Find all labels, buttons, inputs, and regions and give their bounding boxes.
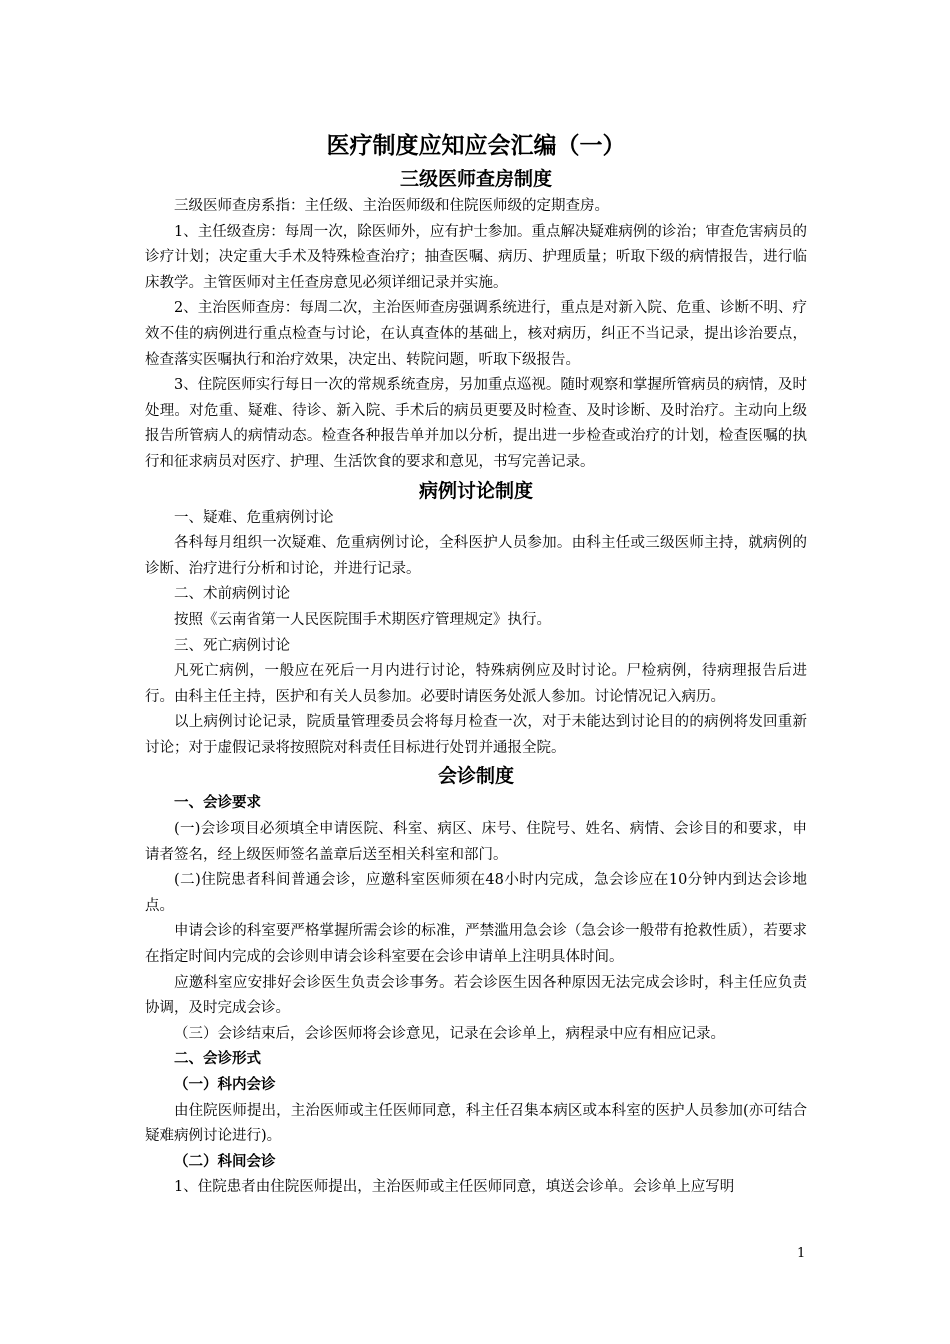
paragraph: 应邀科室应安排好会诊医生负责会诊事务。若会诊医生因各种原因无法完成会诊时，科主任应负责协调，及时完成会诊。 (145, 974, 807, 1017)
paragraph: 3、住院医师实行每日一次的常规系统查房，另加重点巡视。随时观察和掌握所管病员的病情，及时处理。对危重、疑难、待诊、新入院、手术后的病员更要及时检查、及时诊断、及时治疗。主动向上级报告所管病人的病情动态。检查各种报告单并加以分析，提出进一步检查或治疗的计划，检查医嘱的执行和征求病员对医疗、护理、生活饮食的要求和意见，书写完善记录。 (145, 377, 807, 470)
paragraph: 1、主任级查房：每周一次，除医师外，应有护士参加。重点解决疑难病例的诊治；审查危害病员的诊疗计划；决定重大手术及特殊检查治疗；抽查医嘱、病历、护理质量；听取下级的病情报告，进行临床教学。主管医师对主任查房意见必须详细记录并实施。 (145, 223, 807, 291)
paragraph: (一)会诊项目必须填全申请医院、科室、病区、床号、住院号、姓名、病情、会诊目的和要求，申请者签名，经上级医师签名盖章后送至相关科室和部门。 (145, 821, 807, 863)
subheading: 三、死亡病例讨论 (174, 637, 290, 654)
paragraph: 申请会诊的科室要严格掌握所需会诊的标准，严禁滥用急会诊（急会诊一般带有抢救性质），若要求在指定时间内完成的会诊则申请会诊科室要在会诊申请单上注明具体时间。 (145, 923, 807, 966)
paragraph: 以上病例讨论记录，院质量管理委员会将每月检查一次，对于未能达到讨论目的的病例将发回重新讨论；对于虚假记录将按照院对科责任目标进行处罚并通报全院。 (145, 714, 807, 756)
subheading-bold: （二）科间会诊 (174, 1153, 276, 1170)
subheading-bold: 一、会诊要求 (174, 795, 261, 812)
paragraph: 2、主治医师查房：每周二次，主治医师查房强调系统进行，重点是对新入院、危重、诊断不明、疗效不佳的病例进行重点检查与讨论，在认真查体的基础上，核对病历，纠正不当记录，提出诊治要点，检查落实医嘱执行和治疗效果，决定出、转院问题，听取下级报告。 (145, 300, 807, 368)
subheading-bold: （一）科内会诊 (174, 1077, 276, 1093)
paragraph: 由住院医师提出，主治医师或主任医师同意，科主任召集本病区或本科室的医护人员参加(亦可结合疑难病例讨论进行)。 (145, 1102, 807, 1145)
paragraph: （三）会诊结束后，会诊医师将会诊意见，记录在会诊单上，病程录中应有相应记录。 (174, 1025, 725, 1042)
document-title: 医疗制度应知应会汇编（一） (326, 133, 626, 159)
paragraph: 三级医师查房系指：主任级、主治医师级和住院医师级的定期查房。 (174, 198, 609, 214)
section-heading-consultation: 会诊制度 (437, 765, 514, 788)
paragraph: 1、住院患者由住院医师提出，主治医师或主任医师同意，填送会诊单。会诊单上应写明 (174, 1179, 735, 1196)
subheading-bold: 二、会诊形式 (174, 1051, 261, 1068)
paragraph: (二)住院患者科间普通会诊，应邀科室医师须在48小时内完成，急会诊应在10分钟内到达会诊地点。 (145, 872, 807, 914)
subheading: 一、疑难、危重病例讨论 (174, 509, 334, 526)
document-page (145, 128, 807, 1201)
section-heading-case-discussion: 病例讨论制度 (418, 479, 533, 502)
paragraph: 按照《云南省第一人民医院围手术期医疗管理规定》执行。 (174, 611, 551, 628)
page-number: 1 (797, 1246, 806, 1261)
section-heading-rounds: 三级医师查房制度 (399, 168, 552, 190)
paragraph: 凡死亡病例，一般应在死后一月内进行讨论，特殊病例应及时讨论。尸检病例，待病理报告后进行。由科主任主持，医护和有关人员参加。必要时请医务处派人参加。讨论情况记入病历。 (145, 663, 807, 705)
paragraph: 各科每月组织一次疑难、危重病例讨论，全科医护人员参加。由科主任或三级医师主持，就病例的诊断、治疗进行分析和讨论，并进行记录。 (145, 535, 807, 577)
subheading: 二、术前病例讨论 (174, 586, 290, 603)
